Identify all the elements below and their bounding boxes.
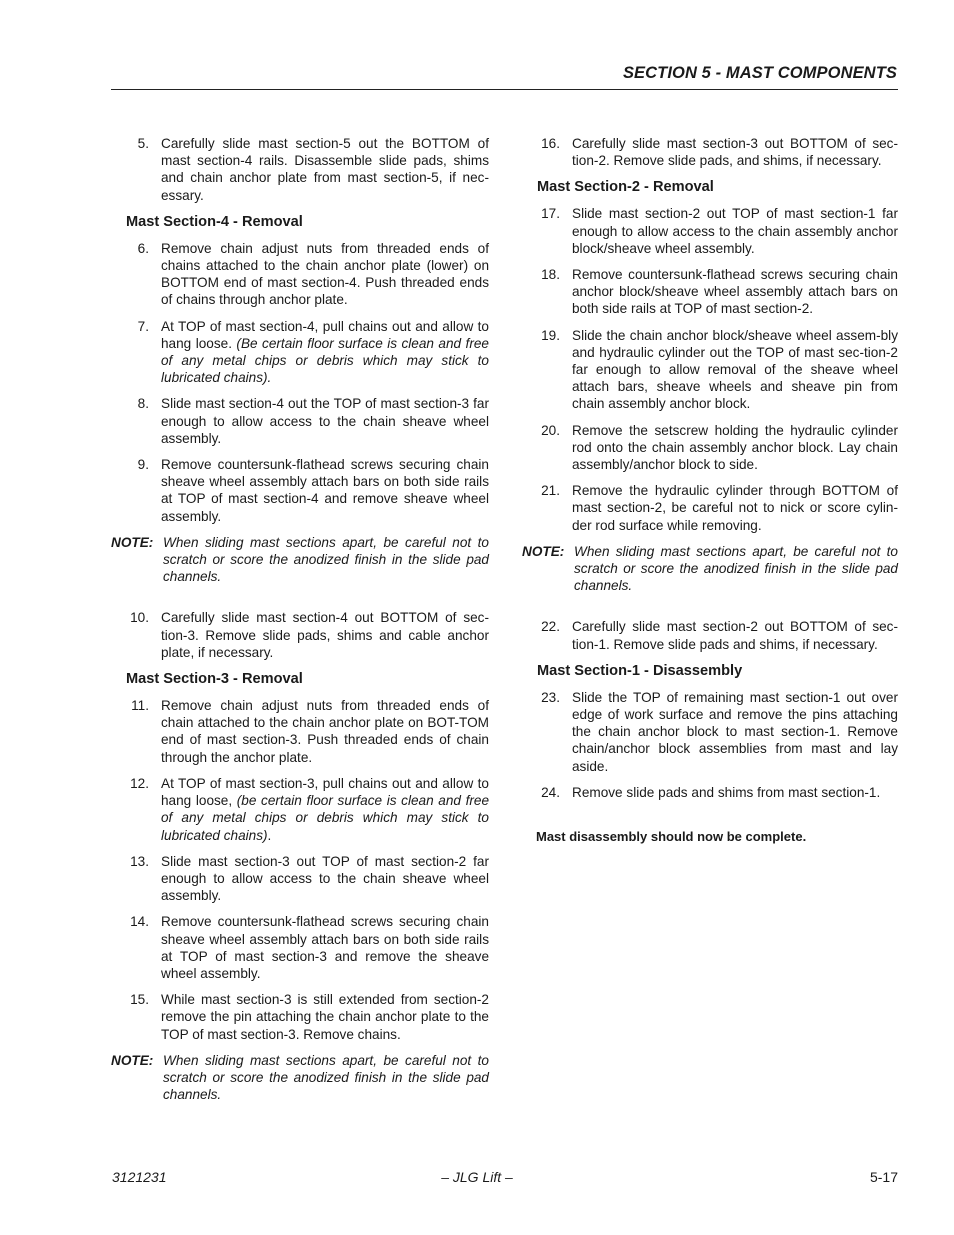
step-text: Remove the setscrew holding the hydraulic cylinder rod onto the chain assembly anchor block. Lay chain assembly/anchor block to side. bbox=[572, 422, 898, 473]
step-22 bbox=[522, 618, 898, 652]
step-text-italic: (be certain floor surface is clean and free of any metal chips or debris which may stick to lubricated chains) bbox=[161, 793, 489, 843]
step-text: Remove chain adjust nuts from threaded ends of chain attached to the chain anchor plate on BOT-TOM end of mast section-3. Push threaded ends of chain through the anchor plate. bbox=[161, 698, 489, 765]
step-text: Carefully slide mast section-2 out BOTTOM of sec-tion-1. Remove slide pads and shims, if necessary. bbox=[572, 619, 898, 652]
step-text: Slide mast section-2 out TOP of mast section-1 far enough to allow access to the chain assembly anchor block/sheave wheel assembly. bbox=[572, 206, 898, 256]
step-16 bbox=[522, 135, 898, 169]
heading-mast-section-3-removal: Mast Section-3 - Removal bbox=[126, 671, 303, 688]
step-7 bbox=[111, 318, 489, 387]
note-label: NOTE: bbox=[111, 1052, 154, 1068]
step-text-plain: At TOP of mast section-3, pull chains out and allow to hang loose, bbox=[161, 775, 489, 809]
note-3 bbox=[522, 543, 898, 595]
step-20 bbox=[522, 422, 898, 474]
step-21 bbox=[522, 482, 898, 534]
step-number: 9. bbox=[137, 457, 149, 473]
section-title: SECTION 5 - MAST COMPONENTS bbox=[622, 64, 897, 82]
step-text-plain: At TOP of mast section-4, pull chains out and allow to hang loose. bbox=[161, 318, 489, 351]
step-number: 12. bbox=[130, 775, 149, 791]
note-label: NOTE: bbox=[111, 534, 154, 550]
step-text: Carefully slide mast section-3 out BOTTOM of sec-tion-2. Remove slide pads, and shims, if necessary. bbox=[572, 136, 898, 169]
step-number: 15. bbox=[130, 992, 149, 1008]
step-19 bbox=[522, 327, 898, 413]
step-24 bbox=[522, 784, 898, 801]
step-number: 8. bbox=[137, 396, 149, 412]
step-number: 18. bbox=[541, 267, 560, 283]
step-number: 23. bbox=[541, 689, 560, 705]
note-text: When sliding mast sections apart, be careful not to scratch or score the anodized finish in the slide pad channels. bbox=[574, 543, 898, 594]
step-15 bbox=[111, 991, 489, 1043]
note-1 bbox=[111, 534, 489, 586]
footer-doc-number: 3121231 bbox=[112, 1169, 167, 1185]
step-9 bbox=[111, 456, 489, 525]
step-17 bbox=[522, 205, 898, 257]
step-text bbox=[161, 775, 489, 844]
step-5 bbox=[111, 135, 489, 204]
step-number: 10. bbox=[130, 610, 149, 626]
step-text: Carefully slide mast section-4 out BOTTOM of sec-tion-3. Remove slide pads, shims and cable anchor plate, if necessary. bbox=[161, 610, 489, 660]
step-18 bbox=[522, 266, 898, 318]
step-number: 13. bbox=[130, 853, 149, 869]
step-text: Remove the hydraulic cylinder through BOTTOM of mast section-2, be careful not to nick or score cylin-der rod surface while removing. bbox=[572, 483, 898, 533]
step-text bbox=[161, 318, 489, 387]
step-text: Slide mast section-3 out TOP of mast section-2 far enough to allow access to the chain sheave wheel assembly. bbox=[161, 853, 489, 904]
note-label: NOTE: bbox=[522, 543, 565, 559]
step-number: 7. bbox=[137, 318, 149, 334]
step-number: 21. bbox=[541, 483, 560, 499]
step-text: Slide the chain anchor block/sheave wheel assem-bly and hydraulic cylinder out the TOP of mast sec-tion-2 far enough to allow removal of the sheave wheel attach bars, sheave wheels and sheave pin from chain assembly anchor block. bbox=[572, 327, 898, 412]
heading-mast-section-4-removal: Mast Section-4 - Removal bbox=[126, 213, 303, 230]
step-text: Slide the TOP of remaining mast section-1 out over edge of work surface and remove the pins attaching the chain anchor block to mast section-1. Remove chain/anchor block assemblies from mast and lay aside. bbox=[572, 689, 898, 774]
note-2 bbox=[111, 1052, 489, 1104]
step-10 bbox=[111, 609, 489, 661]
step-23 bbox=[522, 689, 898, 775]
left-column bbox=[111, 135, 489, 1112]
heading-mast-section-2-removal: Mast Section-2 - Removal bbox=[537, 179, 714, 196]
step-text-italic: (Be certain floor surface is clean and free of any metal chips or debris which may stick to lubricated chains). bbox=[161, 335, 489, 386]
step-number: 20. bbox=[541, 422, 560, 438]
step-number: 24. bbox=[541, 784, 560, 800]
step-text: While mast section-3 is still extended from section-2 remove the pin attaching the chain anchor plate to the TOP of mast section-3. Remove chains. bbox=[161, 992, 489, 1042]
step-8 bbox=[111, 395, 489, 447]
step-13 bbox=[111, 853, 489, 905]
step-number: 6. bbox=[137, 240, 149, 256]
step-number: 17. bbox=[541, 206, 560, 222]
step-12 bbox=[111, 775, 489, 844]
footer-publisher: – JLG Lift – bbox=[441, 1169, 513, 1185]
step-text: Remove slide pads and shims from mast section-1. bbox=[572, 784, 881, 800]
heading-mast-section-1-disassembly: Mast Section-1 - Disassembly bbox=[537, 662, 743, 679]
step-number: 19. bbox=[541, 327, 560, 343]
note-text: When sliding mast sections apart, be careful not to scratch or score the anodized finish in the slide pad channels. bbox=[163, 1052, 489, 1103]
step-number: 16. bbox=[541, 136, 560, 151]
step-14 bbox=[111, 913, 489, 982]
step-text: Remove countersunk-flathead screws securing chain sheave wheel assembly attach bars on both side rails at TOP of mast section-4 and remove sheave wheel assembly. bbox=[161, 457, 489, 524]
header-rule bbox=[111, 89, 898, 90]
step-text: Remove chain adjust nuts from threaded ends of chains attached to the chain anchor plate (lower) on BOTTOM end of mast section-4. Push threaded ends of chains through anchor plate. bbox=[161, 240, 489, 308]
note-text: When sliding mast sections apart, be careful not to scratch or score the anodized finish in the slide pad channels. bbox=[163, 534, 489, 585]
footer-page-number: 5-17 bbox=[869, 1169, 898, 1185]
step-number: 11. bbox=[131, 698, 149, 714]
step-text: Carefully slide mast section-5 out the BOTTOM of mast section-4 rails. Disassemble slide pads, shims and chain anchor plate from mast section-5, if nec-essary. bbox=[161, 136, 489, 203]
closing-statement: Mast disassembly should now be complete. bbox=[536, 829, 807, 845]
step-text: Remove countersunk-flathead screws securing chain anchor block/sheave wheel assembly attach bars on both side rails at TOP of mast section-2. bbox=[572, 267, 898, 317]
step-6 bbox=[111, 240, 489, 309]
step-text-tail: . bbox=[267, 827, 272, 843]
step-number: 5. bbox=[137, 136, 149, 151]
step-text: Remove countersunk-flathead screws securing chain sheave wheel assembly attach bars on both side rails at TOP of mast section-3 and remove the sheave wheel assembly. bbox=[161, 914, 489, 981]
step-number: 14. bbox=[130, 914, 149, 930]
step-11 bbox=[111, 697, 489, 766]
step-number: 22. bbox=[541, 619, 560, 635]
step-text: Slide mast section-4 out the TOP of mast section-3 far enough to allow access to the chain sheave wheel assembly. bbox=[161, 396, 489, 446]
right-column bbox=[522, 135, 898, 844]
